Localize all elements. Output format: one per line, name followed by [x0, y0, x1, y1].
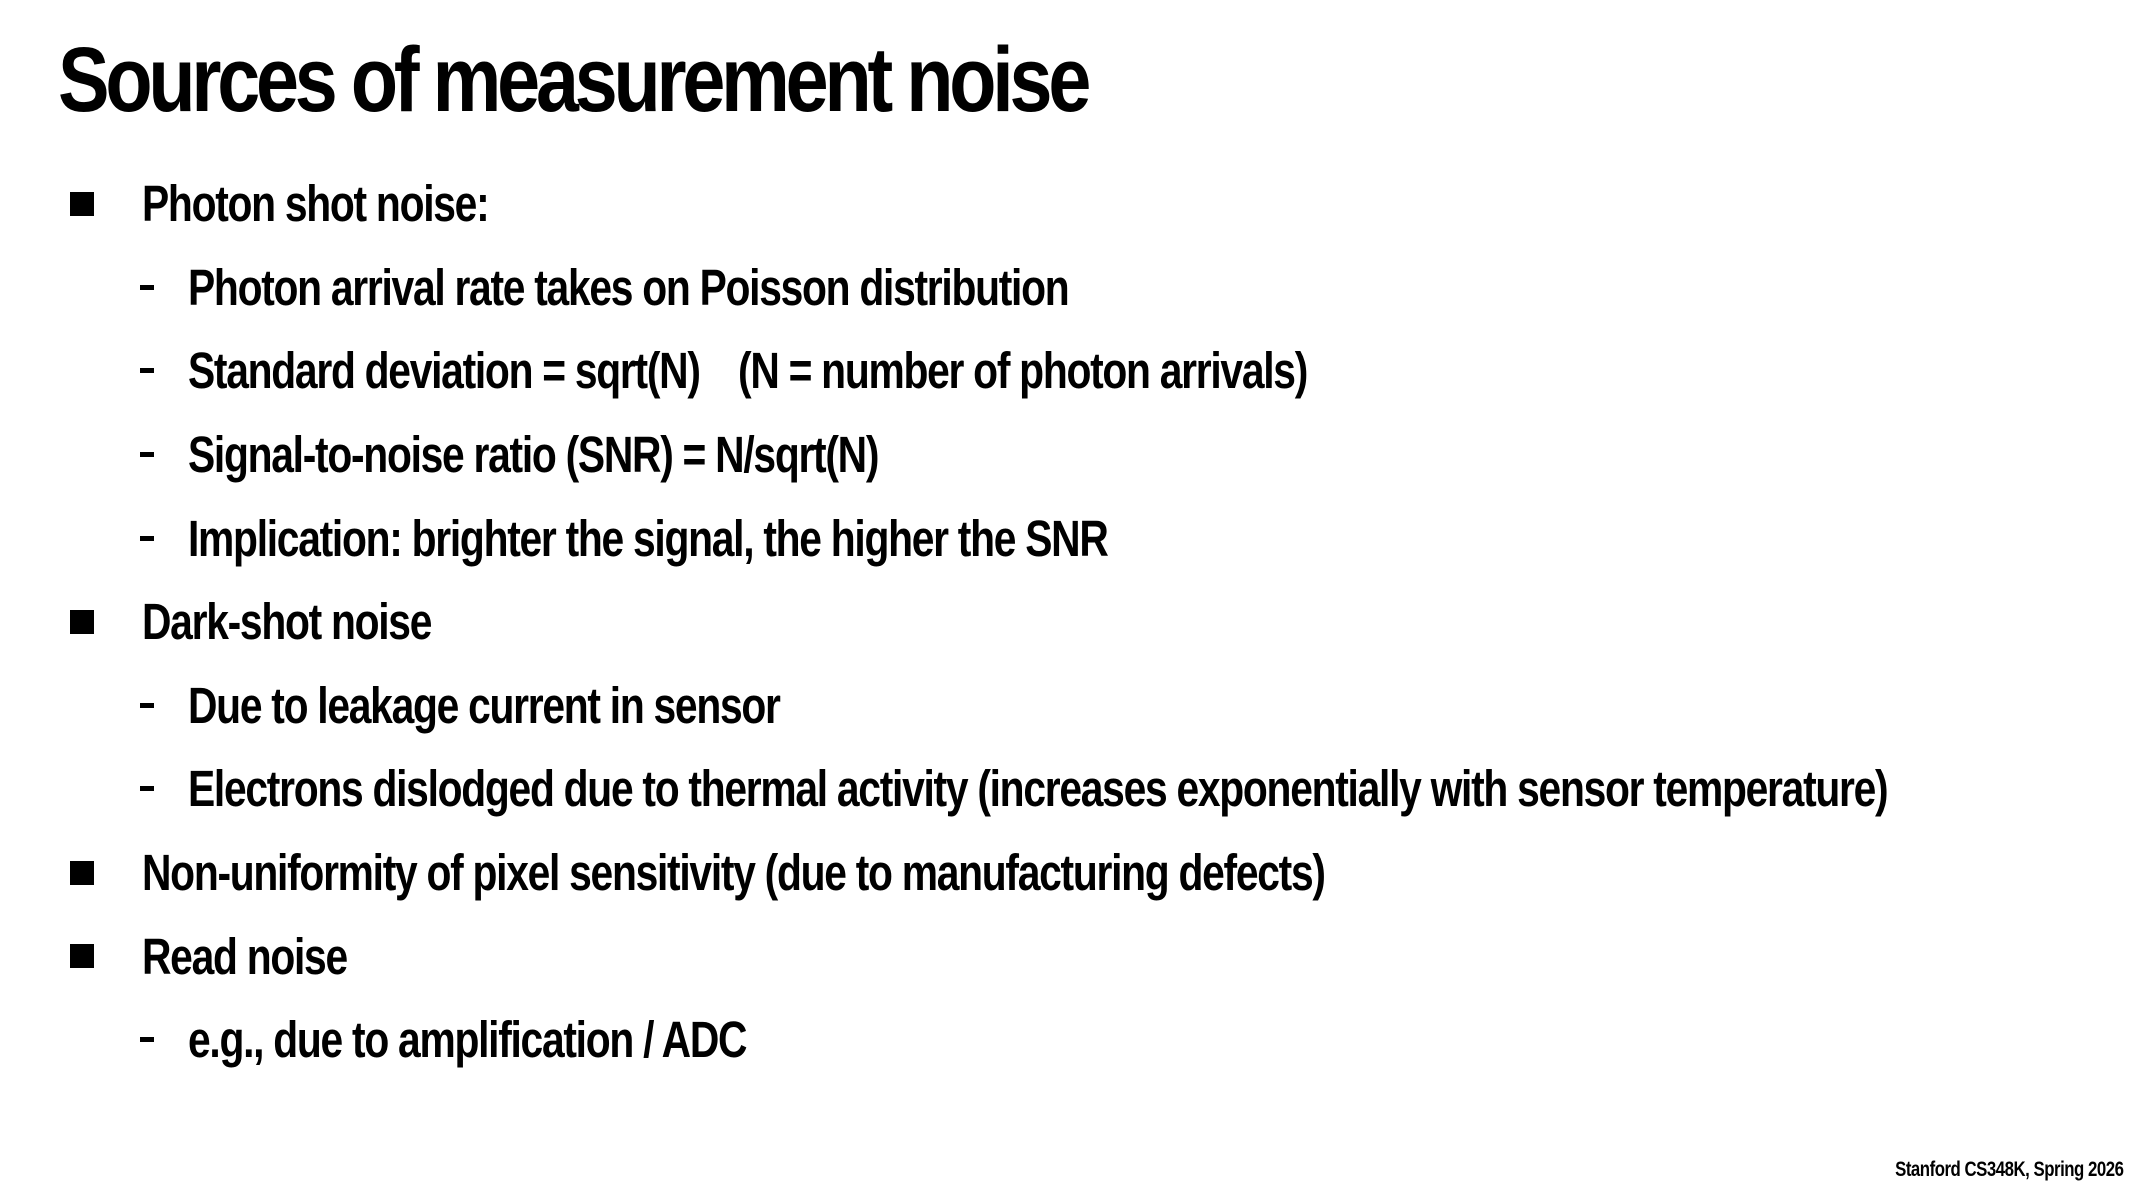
dash-bullet-icon — [140, 368, 154, 373]
dash-bullet-icon — [140, 452, 154, 457]
sub-bullet-text: Due to leakage current in sensor — [188, 676, 780, 734]
dash-bullet-icon — [140, 536, 154, 541]
bullet-text: Photon shot noise: — [142, 175, 489, 233]
sub-bullet-poisson — [66, 246, 2076, 330]
dash-bullet-icon — [140, 703, 154, 708]
sub-bullet-thermal — [66, 747, 2076, 831]
dash-bullet-icon — [140, 1037, 154, 1042]
bullet-list — [66, 162, 2076, 1082]
bullet-photon-shot-noise — [66, 162, 2076, 246]
bullet-non-uniformity — [66, 831, 2076, 915]
sub-bullet-leakage — [66, 664, 2076, 748]
sub-bullet-snr — [66, 413, 2076, 497]
sub-bullet-text — [188, 341, 1307, 400]
sub-bullet-implication — [66, 496, 2076, 580]
slide-title: Sources of measurement noise — [58, 29, 1088, 131]
dash-bullet-icon — [140, 786, 154, 791]
sub-bullet-amplification — [66, 998, 2076, 1082]
sub-bullet-text: Electrons dislodged due to thermal activity (increases exponentially with sensor temperature) — [188, 760, 1888, 818]
sub-bullet-text: Signal-to-noise ratio (SNR) = N/sqrt(N) — [188, 426, 879, 484]
bullet-dark-shot-noise — [66, 580, 2076, 664]
bullet-text: Non-uniformity of pixel sensitivity (due to manufacturing defects) — [142, 844, 1325, 902]
square-bullet-icon — [70, 861, 94, 885]
square-bullet-icon — [70, 192, 94, 216]
sub-bullet-standard-deviation — [66, 329, 2076, 413]
bullet-read-noise — [66, 914, 2076, 998]
std-dev-formula: Standard deviation = sqrt(N) — [188, 342, 700, 400]
sub-bullet-text: Photon arrival rate takes on Poisson distribution — [188, 258, 1069, 316]
std-dev-aside: (N = number of photon arrivals) — [738, 342, 1308, 400]
sub-bullet-text: Implication: brighter the signal, the higher the SNR — [188, 509, 1108, 567]
bullet-text: Dark-shot noise — [142, 593, 432, 651]
sub-bullet-text: e.g., due to amplification / ADC — [188, 1011, 747, 1069]
square-bullet-icon — [70, 944, 94, 968]
square-bullet-icon — [70, 610, 94, 634]
bullet-text: Read noise — [142, 927, 347, 985]
dash-bullet-icon — [140, 285, 154, 290]
slide-footer: Stanford CS348K, Spring 2026 — [1894, 1158, 2123, 1181]
